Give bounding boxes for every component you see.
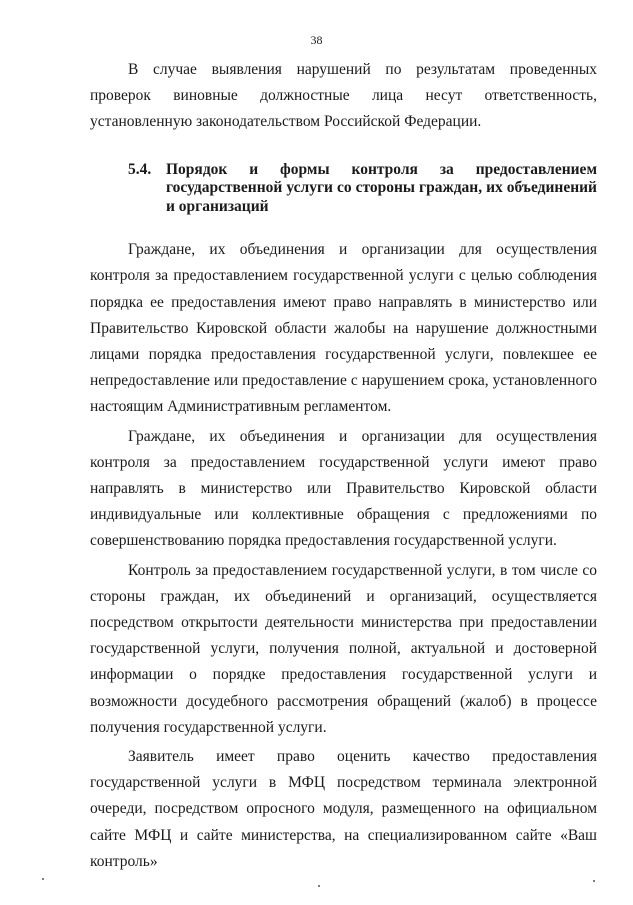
section-title: Порядок и формы контроля за предоставлением государственной услуги со стороны граждан, их объединений и организаций bbox=[166, 160, 597, 215]
paragraph-violations-liability: В случае выявления нарушений по результатам проведенных проверок виновные должностные лица несут ответственность, установленную законодательством Российской Федерации. bbox=[90, 61, 597, 131]
scan-speck bbox=[42, 878, 44, 880]
paragraph-control-openness: Контроль за предоставлением государственной услуги, в том числе со стороны граждан, их объединений и организаций, осуществляется посредством открытости деятельности министерства при предоставлении государственной услуги, получения полной, актуальной и достоверной информации о порядке предоставления государственной услуги и возможности досудебного рассмотрения обращений (жалоб) в процессе получения государственной услуги. bbox=[90, 561, 597, 736]
scan-speck bbox=[593, 880, 595, 882]
section-number: 5.4. bbox=[128, 160, 152, 178]
page-number: 38 bbox=[310, 33, 323, 47]
document-body bbox=[90, 57, 597, 875]
scan-speck bbox=[318, 885, 320, 887]
paragraph-proposals: Граждане, их объединения и организации для осуществления контроля за предоставлением государственной услуги имеют право направлять в министерство или Правительство Кировской области индивидуальные или коллективные обращения с предложениями по совершенствованию порядка предоставления государственной услуги. bbox=[90, 427, 597, 550]
paragraph-complaints: Граждане, их объединения и организации для осуществления контроля за предоставлением государственной услуги с целью соблюдения порядка ее предоставления имеют право направлять в министерство или Правительство Кировской области жалобы на нарушение должностными лицами порядка предоставления государственной услуги, повлекшее ее непредоставление или предоставление с нарушением срока, установленного настоящим Административным регламентом. bbox=[90, 241, 597, 416]
paragraph-quality-assessment: Заявитель имеет право оценить качество предоставления государственной услуги в МФЦ посредством терминала электронной очереди, посредством опросного модуля, размещенного на официальном сайте МФЦ и сайте министерства, на специализированном сайте «Ваш контроль» bbox=[90, 747, 597, 870]
section-heading bbox=[90, 161, 597, 217]
